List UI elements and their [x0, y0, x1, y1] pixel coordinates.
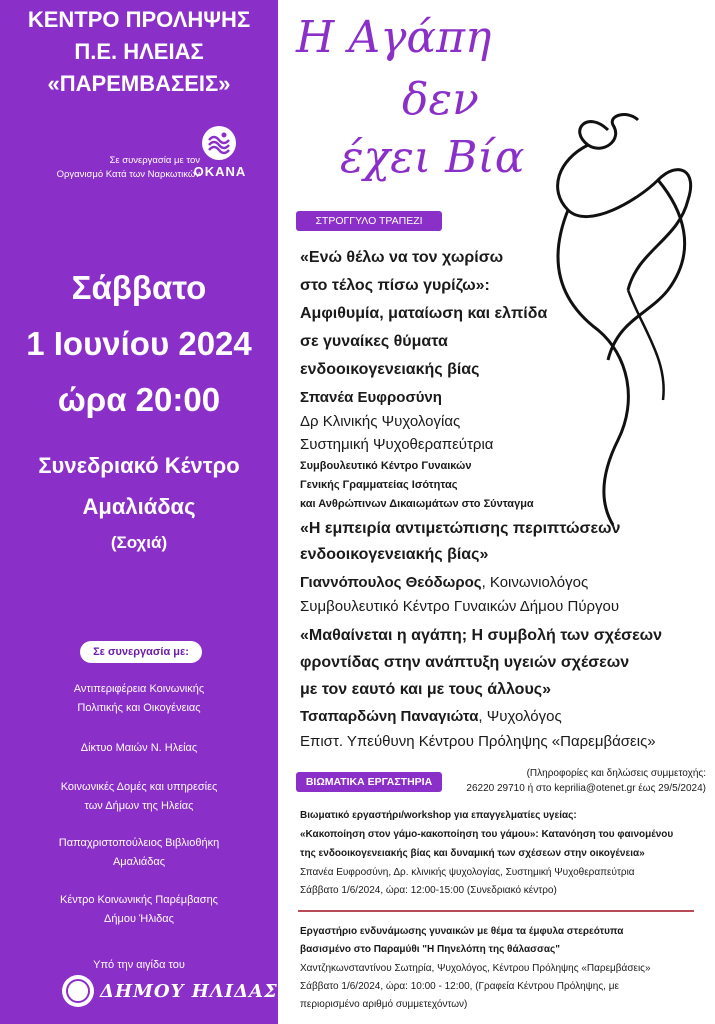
org-title-line3: «ΠΑΡΕΜΒΑΣΕΙΣ» — [47, 71, 231, 96]
registration-info-line2: 26220 29710 ή στο keprilia@otenet.gr έως 29/5/2024) — [466, 783, 706, 794]
okana-emblem-icon — [202, 126, 236, 160]
talk2-org: Συμβουλευτικό Κέντρο Γυναικών Δήμου Πύργου — [300, 598, 620, 615]
partner-line1: Κέντρο Κοινωνικής Παρέμβασης — [60, 894, 218, 906]
talk1-title-line3: Αμφιθυμία, ματαίωση και ελπίδα — [300, 305, 548, 322]
talk1-title-line2: στο τέλος πίσω γυρίζω»: — [300, 277, 490, 294]
talk3-title-line1: «Μαθαίνεται η αγάπη; Η συμβολή των σχέσεων — [300, 627, 663, 644]
partner-item — [0, 891, 278, 929]
partner-line2: Δήμου Ήλιδας — [104, 913, 174, 925]
talk3-role: , Ψυχολόγος — [478, 708, 562, 725]
partner-line2: Πολιτικής και Οικογένειας — [77, 702, 201, 714]
partner-item — [0, 739, 278, 758]
workshop1-line3: της ενδοοικογενειακής βίας και δυναμική των σχέσεων στην οικογένεια» — [300, 848, 645, 859]
okana-logo-text: OKANA — [193, 164, 247, 179]
venue-area: (Σοχιά) — [110, 533, 168, 552]
workshop1-line4: Σπανέα Ευφροσύνη, Δρ. κλινικής ψυχολογίας, Συστημική Ψυχοθεραπεύτρια — [300, 867, 635, 878]
municipality-logo-text: ΔΗΜΟΥ ΗΛΙΔΑΣ — [100, 981, 278, 1002]
partner-item — [0, 834, 278, 872]
registration-info-line1: (Πληροφορίες και δηλώσεις συμμετοχής: — [526, 768, 706, 779]
event-time: ώρα 20:00 — [57, 381, 221, 418]
partner-item — [0, 680, 278, 718]
registration-info — [448, 766, 706, 796]
event-day: Σάββατο — [71, 269, 207, 306]
collaboration-label: Σε συνεργασία με: — [80, 641, 202, 663]
talk2-title-line1: «Η εμπειρία αντιμετώπισης περιπτώσεων — [300, 520, 621, 537]
headline-line3: έχει Βία — [340, 132, 525, 183]
okana-caption-line1: Σε συνεργασία με τον — [109, 155, 200, 166]
talk1-role2: Συστημική Ψυχοθεραπεύτρια — [300, 436, 494, 453]
municipality-seal-icon — [62, 975, 94, 1007]
workshops-label: ΒΙΩΜΑΤΙΚΑ ΕΡΓΑΣΤΗΡΙΑ — [296, 772, 442, 792]
workshop2-line1: Εργαστήριο ενδυνάμωσης γυναικών με θέμα τα έμφυλα στερεότυπα — [300, 926, 624, 937]
workshop1-line5: Σάββατο 1/6/2024, ώρα: 12:00-15:00 (Συνεδριακό κέντρο) — [300, 885, 557, 896]
headline-line1: Η Αγάπη — [296, 12, 492, 63]
workshop1-line1: Βιωματικό εργαστήρι/workshop για επαγγελματίες υγείας: — [300, 810, 577, 821]
section-divider — [298, 910, 694, 912]
partner-line2: Αμαλιάδας — [112, 856, 166, 868]
talk2-speaker: Γιαννόπουλος Θεόδωρος — [300, 574, 482, 591]
round-table-label: ΣΤΡΟΓΓΥΛΟ ΤΡΑΠΕΖΙ — [296, 211, 442, 231]
workshop1-line2: «Κακοποίηση στον γάμο-κακοποίηση του γάμου»: Κατανόηση του φαινομένου — [300, 829, 674, 840]
partner-line1: Αντιπεριφέρεια Κοινωνικής — [73, 683, 205, 695]
partner-line2: των Δήμων της Ηλείας — [84, 800, 194, 812]
talk3-title-line3: με τον εαυτό και με τους άλλους» — [300, 681, 551, 698]
okana-caption-line2: Οργανισμό Κατά των Ναρκωτικών — [56, 169, 200, 180]
talk1-title-line5: ενδοοικογενειακής βίας — [300, 361, 480, 378]
workshop2-line4: Σάββατο 1/6/2024, ώρα: 10:00 - 12:00, (Γραφεία Κέντρου Πρόληψης, με — [300, 981, 619, 992]
event-date: 1 Ιουνίου 2024 — [26, 325, 252, 362]
talk3-org: Επιστ. Υπεύθυνη Κέντρου Πρόληψης «Παρεμβάσεις» — [300, 733, 656, 750]
workshop2-line3: Χαντζηκωνσταντίνου Σωτηρία, Ψυχολόγος, Κέντρου Πρόληψης «Παρεμβάσεις» — [300, 963, 651, 974]
venue-line2: Αμαλιάδας — [82, 494, 196, 519]
partner-line1: Δίκτυο Μαιών Ν. Ηλείας — [80, 742, 198, 754]
talk2-role: , Κοινωνιολόγος — [481, 574, 589, 591]
okana-logo — [192, 126, 248, 188]
venue-line1: Συνεδριακό Κέντρο — [38, 453, 240, 478]
partner-line1: Κοινωνικές Δομές και υπηρεσίες — [60, 781, 218, 793]
woman-silhouette-illustration — [548, 100, 708, 530]
aegis-label: Υπό την αιγίδα του — [93, 959, 185, 971]
talk1-org-line1: Συμβουλευτικό Κέντρο Γυναικών — [300, 460, 472, 472]
talk1-title-line4: σε γυναίκες θύματα — [300, 333, 448, 350]
talk1-org-line3: και Ανθρώπινων Δικαιωμάτων στο Σύνταγμα — [300, 498, 534, 510]
talk1-title-line1: «Ενώ θέλω να τον χωρίσω — [300, 249, 504, 266]
talk1-org-line2: Γενικής Γραμματείας Ισότητας — [300, 479, 458, 491]
talk2-speaker-line — [300, 572, 588, 594]
org-title-line1: ΚΕΝΤΡΟ ΠΡΟΛΗΨΗΣ — [27, 7, 251, 32]
org-title-line2: Π.Ε. ΗΛΕΙΑΣ — [74, 39, 204, 64]
talk1-speaker: Σπανέα Ευφροσύνη — [300, 389, 442, 406]
talk3-speaker-line — [300, 706, 562, 728]
workshop2-line5: περιορισμένο αριθμό συμμετεχόντων) — [300, 999, 468, 1010]
talk1-role1: Δρ Κλινικής Ψυχολογίας — [300, 413, 461, 430]
left-panel — [0, 0, 278, 1024]
partner-item — [0, 778, 278, 816]
workshop2-line2: βασισμένο στο Παραμύθι "Η Πηνελόπη της θάλασσας" — [300, 944, 560, 955]
talk3-title-line2: φροντίδας στην ανάπτυξη υγειών σχέσεων — [300, 654, 630, 671]
headline-line2: δεν — [402, 74, 479, 125]
partner-line1: Παπαχριστοπούλειος Βιβλιοθήκη — [58, 837, 220, 849]
talk3-speaker: Τσαπαρδώνη Παναγιώτα — [300, 708, 479, 725]
talk2-title-line2: ενδοοικογενειακής βίας» — [300, 546, 489, 563]
okana-caption — [40, 154, 200, 182]
